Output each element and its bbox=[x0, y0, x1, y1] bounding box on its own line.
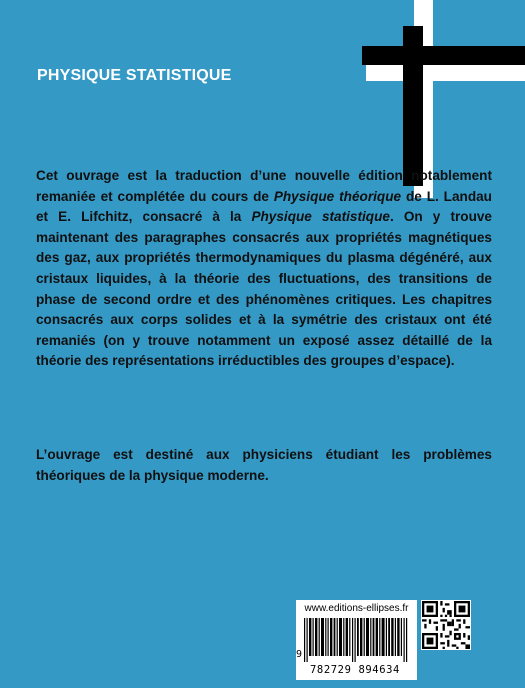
description-paragraph bbox=[36, 166, 492, 372]
description-text: de L. Landau et E. Lifchitz, consacré à la bbox=[36, 188, 492, 225]
description-italic-title: Physique statistique bbox=[251, 209, 390, 225]
description-text: Cet ouvrage est la traduction d’une nouvelle édition notablement remaniée et complétée du cours de bbox=[36, 168, 492, 204]
barcode-icon bbox=[304, 618, 412, 662]
description-italic-title: Physique théorique bbox=[273, 188, 402, 204]
book-title: PHYSIQUE STATISTIQUE bbox=[37, 67, 232, 84]
isbn-prefix-digit: 9 bbox=[296, 649, 303, 660]
barcode-label bbox=[296, 600, 417, 680]
audience-paragraph: L’ouvrage est destiné aux physiciens étudiant les problèmes théoriques de la physique moderne. bbox=[36, 447, 492, 483]
qr-code-icon bbox=[421, 600, 471, 650]
cross-horizontal-bar bbox=[362, 46, 525, 65]
description-text: . On y trouve maintenant des paragraphes consacrés aux propriétés magnétiques des gaz, aux propriétés thermodynamiques du plasma dégénéré, aux cristaux liquides, à la théorie des fluctuations, des transitions de phase de second ordre et des phénomènes critiques. Les chapitres consacrés aux corps solides et à la symétrie des cristaux ont été remaniés (on y trouve notamment un exposé assez détaillé de la théorie des représentations irréductibles des groupes d’espace). bbox=[36, 209, 492, 369]
isbn-digits: 782729 894634 bbox=[310, 664, 400, 676]
cross-shadow-horizontal bbox=[366, 63, 525, 81]
publisher-website: www.editions-ellipses.fr bbox=[304, 603, 409, 614]
